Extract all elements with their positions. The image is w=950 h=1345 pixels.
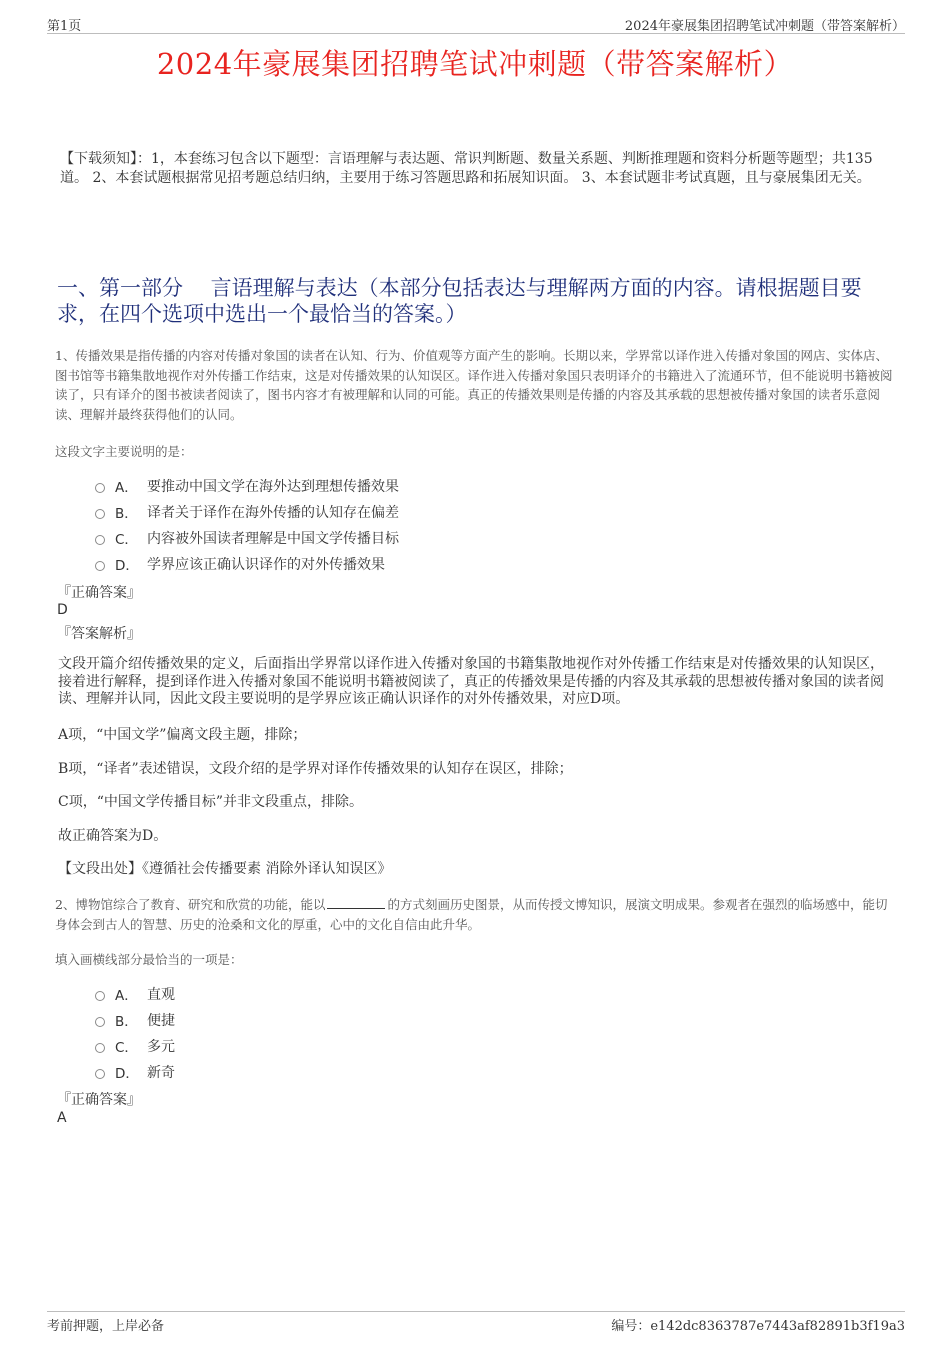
question-2-text-after: 的方式刻画历史图景，从而传授文博知识，展演文明成果。参观者在强烈的临场感中，能切身体会到古人的智慧、历史的沧桑和文化的厚重，心中的文化自信由此升华。 xyxy=(55,897,888,932)
page-number: 第1页 xyxy=(47,19,82,34)
question-2-option-a[interactable] xyxy=(95,984,175,1004)
option-letter: B． xyxy=(115,1014,138,1030)
fill-blank xyxy=(327,898,385,909)
answer-value: D xyxy=(57,602,68,618)
question-2-text xyxy=(55,895,898,934)
option-text: 要推动中国文学在海外达到理想传播效果 xyxy=(147,479,399,495)
answer-label: 『正确答案』 xyxy=(57,585,141,601)
passage-source: 【文段出处】《遵循社会传播要素 消除外译认知误区》 xyxy=(58,861,392,877)
footer-slogan: 考前押题，上岸必备 xyxy=(47,1319,165,1334)
radio-icon[interactable] xyxy=(95,483,105,493)
page-title: 2024年豪展集团招聘笔试冲刺题（带答案解析） xyxy=(156,47,794,81)
radio-icon[interactable] xyxy=(95,1069,105,1079)
section-title: 一、第一部分 言语理解与表达（本部分包括表达与理解两方面的内容。请根据题目要求，在四个选项中选出一个最恰当的答案。） xyxy=(57,276,862,326)
page-header xyxy=(47,15,905,34)
question-2-text-before: 2、博物馆综合了教育、研究和欣赏的功能，能以 xyxy=(55,897,326,912)
question-1-text: 1、传播效果是指传播的内容对传播对象国的读者在认知、行为、价值观等方面产生的影响。长期以来，学界常以译作进入传播对象国的网店、实体店、图书馆等书籍集散地视作对外传播工作结束，这是对传播效果的认知误区。译作进入传播对象国只表明译介的书籍进入了流通环节，但不能说明书籍被阅读了，只有译介的图书被读者阅读了，图书内容才有被理解和认同的可能。真正的传播效果则是传播的内容及其承载的思想被传播对象国的读者乐意阅读、理解并最终获得他们的认同。 xyxy=(55,348,893,422)
analysis-label: 『答案解析』 xyxy=(57,626,141,642)
question-1-option-b[interactable] xyxy=(95,502,399,522)
option-letter: D． xyxy=(115,1066,139,1082)
analysis-option-a: A项，“中国文学”偏离文段主题，排除； xyxy=(58,727,307,743)
option-text: 内容被外国读者理解是中国文学传播目标 xyxy=(147,531,399,547)
question-1-prompt: 这段文字主要说明的是： xyxy=(55,444,193,459)
option-text: 多元 xyxy=(147,1039,175,1055)
option-letter: C． xyxy=(115,1040,138,1056)
option-letter: B． xyxy=(115,506,138,522)
answer-value: A xyxy=(57,1110,67,1126)
radio-icon[interactable] xyxy=(95,509,105,519)
question-2-option-c[interactable] xyxy=(95,1036,175,1056)
radio-icon[interactable] xyxy=(95,535,105,545)
question-2-option-b[interactable] xyxy=(95,1010,175,1030)
radio-icon[interactable] xyxy=(95,991,105,1001)
option-text: 直观 xyxy=(147,987,175,1003)
option-text: 译者关于译作在海外传播的认知存在偏差 xyxy=(147,505,399,521)
option-text: 学界应该正确认识译作的对外传播效果 xyxy=(147,557,385,573)
download-notice: 【下载须知】：1，本套练习包含以下题型：言语理解与表达题、常识判断题、数量关系题、判断推理题和资料分析题等题型；共135道。 2、本套试题根据常见招考题总结归纳，主要用于练习答题思路和拓展知识面。 3、本套试题非考试真题，且与豪展集团无关。 xyxy=(60,151,873,186)
radio-icon[interactable] xyxy=(95,1043,105,1053)
analysis-conclusion: 故正确答案为D。 xyxy=(58,828,168,844)
option-letter: A． xyxy=(115,988,138,1004)
page-footer xyxy=(47,1311,905,1332)
question-2-option-d[interactable] xyxy=(95,1062,175,1082)
question-1-option-d[interactable] xyxy=(95,554,385,574)
analysis-option-c: C项，“中国文学传播目标”并非文段重点，排除。 xyxy=(58,794,364,810)
question-1-option-a[interactable] xyxy=(95,476,399,496)
analysis-paragraph: 文段开篇介绍传播效果的定义，后面指出学界常以译作进入传播对象国的书籍集散地视作对外传播工作结束是对传播效果的认知误区，接着进行解释，提到译作进入传播对象国不能说明书籍被阅读了，真正的传播效果是传播的内容及其承载的思想被传播对象国的读者阅读、理解并认同，因此文段主要说明的是学界应该正确认识译作的对外传播效果，对应D项。 xyxy=(58,656,884,707)
question-2-prompt: 填入画横线部分最恰当的一项是： xyxy=(55,952,243,967)
document-id: 编号：e142dc8363787e7443af82891b3f19a3 xyxy=(611,1319,905,1334)
option-text: 便捷 xyxy=(147,1013,175,1029)
header-doc-title: 2024年豪展集团招聘笔试冲刺题（带答案解析） xyxy=(624,19,905,34)
analysis-option-b: B项，“译者”表述错误，文段介绍的是学界对译作传播效果的认知存在误区，排除； xyxy=(58,761,573,777)
radio-icon[interactable] xyxy=(95,1017,105,1027)
radio-icon[interactable] xyxy=(95,561,105,571)
option-letter: D． xyxy=(115,558,139,574)
option-text: 新奇 xyxy=(147,1065,175,1081)
option-letter: A． xyxy=(115,480,138,496)
option-letter: C． xyxy=(115,532,138,548)
question-1-option-c[interactable] xyxy=(95,528,399,548)
answer-label: 『正确答案』 xyxy=(57,1092,141,1108)
